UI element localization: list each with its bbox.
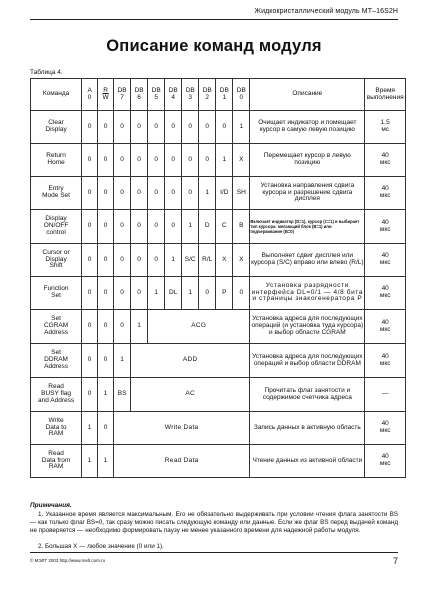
command-description: Чтение данных из активной области [250, 445, 365, 478]
header-db4: DB 4 [165, 79, 182, 111]
bit-cell: 1 [182, 277, 199, 310]
bit-cell: 0 [114, 111, 131, 144]
bit-cell: 0 [165, 210, 182, 244]
bit-cell: 0 [148, 111, 165, 144]
header-db7: DB 7 [114, 79, 131, 111]
execution-time: 40 мкс [365, 412, 406, 445]
page-number: 7 [392, 556, 398, 566]
bit-cell: 0 [82, 244, 98, 277]
bit-cell: 0 [165, 111, 182, 144]
command-name: Read Data from RAM [31, 445, 82, 478]
execution-time: 40 мкс [365, 310, 406, 344]
header-title: Жидкокристаллический модуль MT–16S2H [254, 8, 398, 15]
note-1: 1. Указанное время является максимальным. Его не обязательно выдерживать при условии чтения флага занятости BS — как только флаг BS=0, так сразу можно писать следующую команду или данные. Если же флаг BS перед выдачей команд не проверяется — необходимо формировать паузу не менее указанного времени для надежной работы модуля. [30, 511, 398, 534]
address-field: ADD [131, 344, 250, 378]
command-description: Установка адреса для последующих операций и выбор области DDRAM [250, 344, 365, 378]
bit-cell: 0 [148, 244, 165, 277]
command-name: Display ON/OFF control [31, 210, 82, 244]
bit-cell: 1 [82, 445, 98, 478]
bit-cell: 1 [216, 144, 233, 177]
bit-cell: 0 [199, 144, 216, 177]
bit-cell: DL [165, 277, 182, 310]
bit-cell: 0 [98, 344, 114, 378]
command-description: Перемещает курсор в левую позицию [250, 144, 365, 177]
command-name: Write Data to RAM [31, 412, 82, 445]
table-row [31, 144, 406, 177]
bit-cell: 0 [131, 111, 148, 144]
bit-cell: 0 [82, 344, 98, 378]
bit-cell: 0 [82, 378, 98, 412]
bit-cell: 0 [114, 144, 131, 177]
bit-cell: 0 [216, 111, 233, 144]
bit-cell: 0 [82, 210, 98, 244]
command-description: Прочитать флаг занятости и содержимое счетчика адреса [250, 378, 365, 412]
execution-time: 40 мкс [365, 210, 406, 244]
header-a0: A 0 [82, 79, 98, 111]
address-field: ACG [148, 310, 250, 344]
bit-cell: 0 [98, 210, 114, 244]
bit-cell: 1 [199, 177, 216, 210]
bit-cell: 0 [148, 177, 165, 210]
bit-cell: 1 [82, 412, 98, 445]
command-name: Set CGRAM Address [31, 310, 82, 344]
bit-cell: 0 [114, 244, 131, 277]
command-name: Read BUSY flag and Address [31, 378, 82, 412]
bit-cell: 0 [98, 310, 114, 344]
note-2: 2. Большая X — любое значение (0 или 1). [38, 543, 164, 550]
bit-cell: X [233, 244, 250, 277]
bit-cell: 0 [148, 144, 165, 177]
execution-time: 40 мкс [365, 177, 406, 210]
bit-cell: I/D [216, 177, 233, 210]
execution-time: 40 мкс [365, 445, 406, 478]
bit-cell: 0 [182, 111, 199, 144]
command-table [30, 78, 406, 478]
bit-cell: B [233, 210, 250, 244]
bit-cell: S/C [182, 244, 199, 277]
execution-time: 1.5 мс [365, 111, 406, 144]
header-db3: DB 3 [182, 79, 199, 111]
table-row [31, 412, 406, 445]
data-field: Write Data [114, 412, 250, 445]
command-description: Выполняет сдвиг дисплея или курсора (S/C) вправо или влево (R/L) [250, 244, 365, 277]
bit-cell: 0 [131, 277, 148, 310]
command-description: Установка направления сдвига курсора и разрешение сдвига дисплея [250, 177, 365, 210]
data-field: Read Data [114, 445, 250, 478]
command-name: Set DDRAM Address [31, 344, 82, 378]
header-command: Команда [31, 79, 82, 111]
bit-cell: 1 [114, 344, 131, 378]
bit-cell: 0 [182, 177, 199, 210]
command-description: Установка разрядности интерфейса DL=0/1 — 4/8 бита и страницы знакогенератора P [250, 277, 365, 310]
bit-cell: P [216, 277, 233, 310]
bit-cell: 0 [82, 310, 98, 344]
header-description: Описание [250, 79, 365, 111]
command-name: Entry Mode Set [31, 177, 82, 210]
table-row [31, 277, 406, 310]
table-row [31, 111, 406, 144]
bit-cell: 1 [131, 310, 148, 344]
bit-cell: 0 [82, 277, 98, 310]
command-name: Clear Display [31, 111, 82, 144]
header-db1: DB 1 [216, 79, 233, 111]
bit-cell: 1 [148, 277, 165, 310]
bit-cell: 1 [165, 244, 182, 277]
bit-cell: 0 [114, 310, 131, 344]
header-db0: DB 0 [233, 79, 250, 111]
bit-cell: 0 [182, 144, 199, 177]
bit-cell: BS [114, 378, 131, 412]
table-row [31, 244, 406, 277]
execution-time: 40 мкс [365, 244, 406, 277]
header-divider [30, 19, 398, 20]
bit-cell: 0 [82, 177, 98, 210]
header-db6: DB 6 [131, 79, 148, 111]
bit-cell: 0 [199, 111, 216, 144]
bit-cell: 1 [98, 445, 114, 478]
table-header-row [31, 79, 406, 111]
execution-time: 40 мкс [365, 277, 406, 310]
page-title: Описание команд модуля [106, 37, 322, 55]
bit-cell: 1 [182, 210, 199, 244]
header-time: Время выполнения [365, 79, 406, 111]
address-counter-field: AC [131, 378, 250, 412]
table-caption: Таблица 4. [30, 69, 63, 76]
table-row [31, 177, 406, 210]
bit-cell: 0 [82, 144, 98, 177]
command-name: Function Set [31, 277, 82, 310]
bit-cell: 0 [98, 144, 114, 177]
bit-cell: 0 [114, 277, 131, 310]
bit-cell: 0 [98, 277, 114, 310]
bit-cell: 0 [98, 111, 114, 144]
notes-title: Примечания. [30, 502, 72, 509]
header-rw: R $\overline{W}$ [98, 79, 114, 111]
execution-time: — [365, 378, 406, 412]
bit-cell: 0 [114, 177, 131, 210]
footer-copyright: © МЭЛТ 2003 http://www.melt.com.ru [30, 558, 106, 563]
bit-cell: 0 [114, 210, 131, 244]
bit-cell: C [216, 210, 233, 244]
command-description: Включает индикатор (D=1), курсор (C=1) и выбирает тип курсора: мигающий блок (B=1) или подчеркивание (B=0) [250, 210, 365, 244]
table-row [31, 445, 406, 478]
bit-cell: SH [233, 177, 250, 210]
bit-cell: 0 [233, 277, 250, 310]
bit-cell: R/L [199, 244, 216, 277]
bit-cell: 0 [131, 244, 148, 277]
bit-cell: X [216, 244, 233, 277]
bit-cell: 0 [98, 412, 114, 445]
command-description: Установка адреса для последующих операций (и установка туда курсора) и выбор области CGRAM [250, 310, 365, 344]
bit-cell: 0 [148, 210, 165, 244]
table-row [31, 378, 406, 412]
bit-cell: 0 [199, 277, 216, 310]
command-description: Очищает индикатор и помещает курсор в самую левую позицию [250, 111, 365, 144]
bit-cell: 0 [165, 177, 182, 210]
bit-cell: 1 [233, 111, 250, 144]
bit-cell: 0 [131, 210, 148, 244]
header-db2: DB 2 [199, 79, 216, 111]
execution-time: 40 мкс [365, 144, 406, 177]
command-description: Запись данных в активную область [250, 412, 365, 445]
command-name: Cursor or Display Shift [31, 244, 82, 277]
table-row [31, 210, 406, 244]
bit-cell: D [199, 210, 216, 244]
bit-cell: 0 [98, 244, 114, 277]
table-row [31, 310, 406, 344]
execution-time: 40 мкс [365, 344, 406, 378]
command-name: Return Home [31, 144, 82, 177]
table-row [31, 344, 406, 378]
header-db5: DB 5 [148, 79, 165, 111]
bit-cell: 1 [98, 378, 114, 412]
bit-cell: X [233, 144, 250, 177]
bit-cell: 0 [165, 144, 182, 177]
footer-divider [30, 552, 398, 553]
bit-cell: 0 [82, 111, 98, 144]
bit-cell: 0 [131, 144, 148, 177]
bit-cell: 0 [131, 177, 148, 210]
bit-cell: 0 [98, 177, 114, 210]
